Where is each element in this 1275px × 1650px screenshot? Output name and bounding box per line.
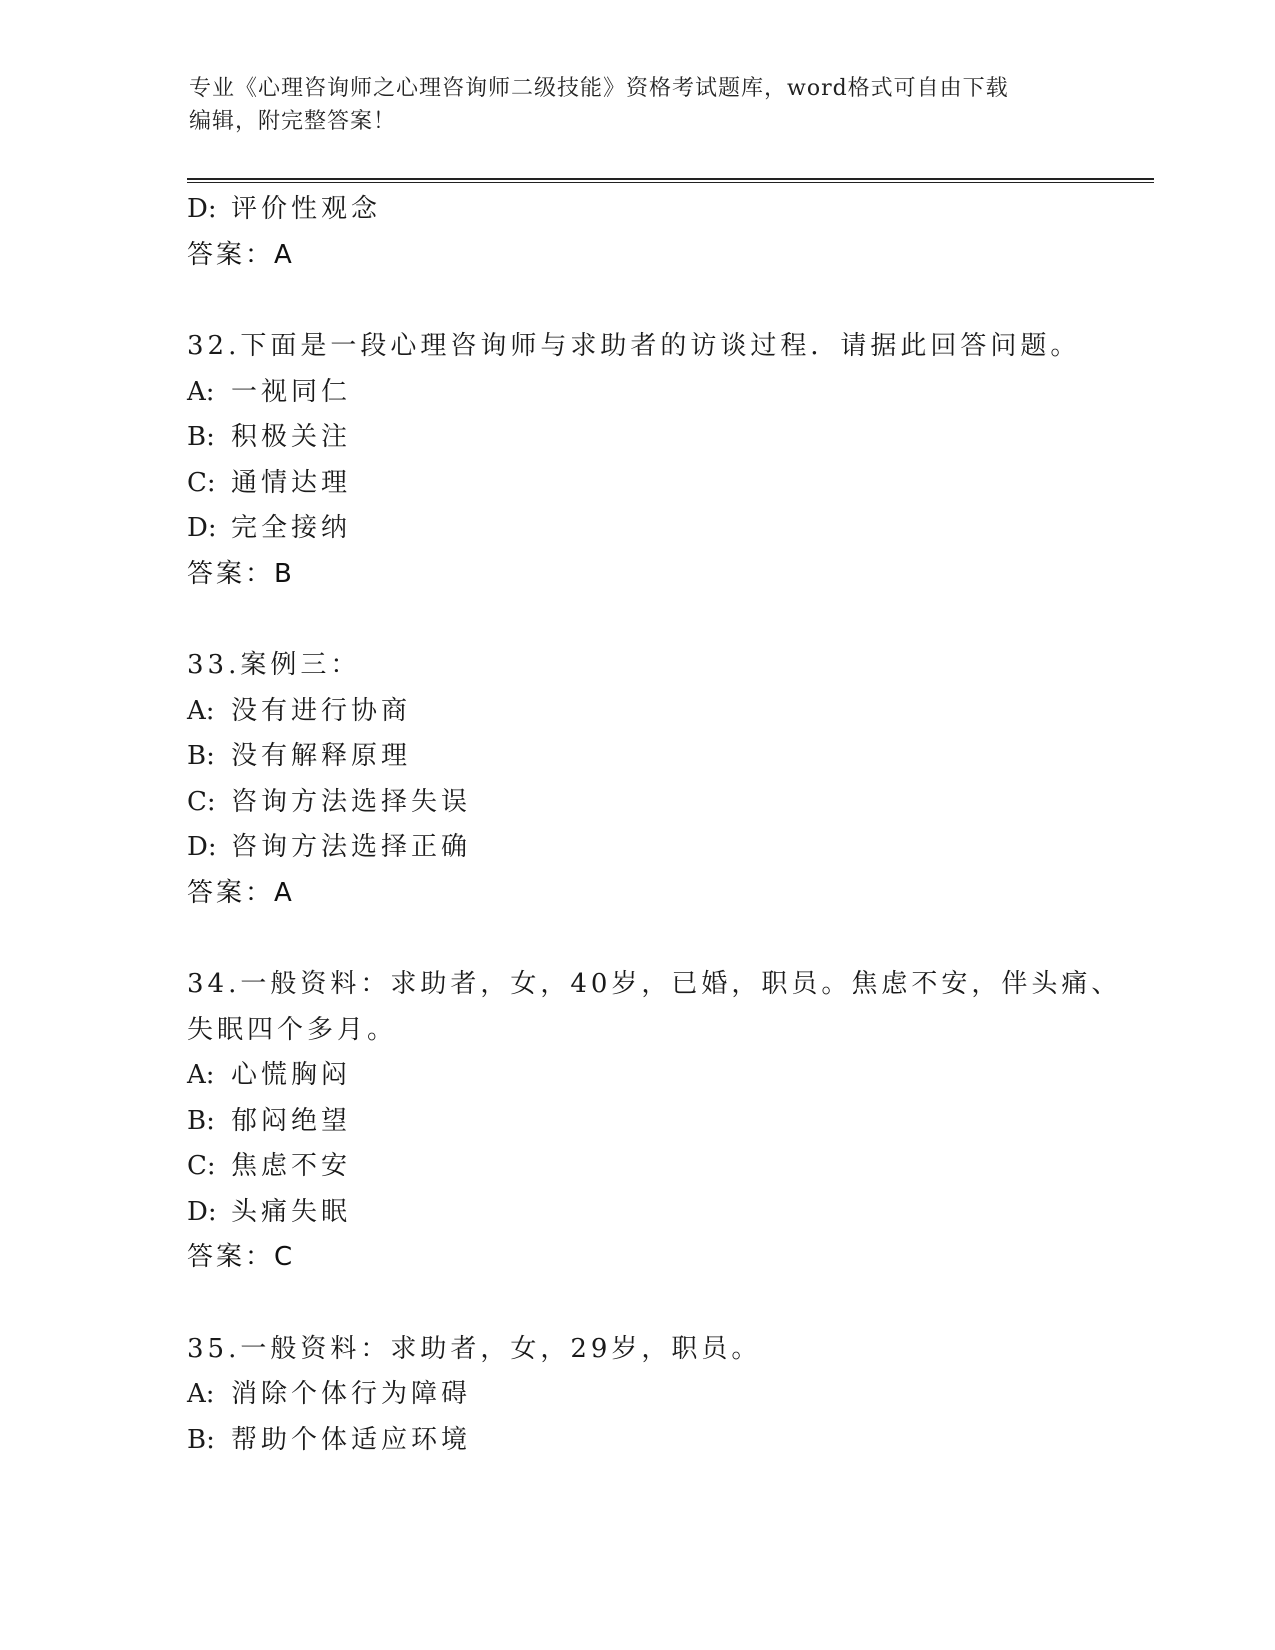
question-block bbox=[187, 324, 1147, 597]
option-letter: C: bbox=[187, 1151, 216, 1181]
option-row bbox=[187, 1053, 1147, 1099]
option-text: 完全接纳 bbox=[231, 513, 352, 543]
question-gap bbox=[187, 916, 1147, 962]
option-letter: D: bbox=[187, 832, 217, 862]
answer-line: 答案：B bbox=[187, 558, 295, 589]
option-row bbox=[187, 825, 1147, 871]
option-text: 评价性观念 bbox=[231, 194, 382, 224]
question-list bbox=[187, 187, 1147, 1463]
page-header bbox=[189, 72, 1089, 138]
option-letter: B: bbox=[187, 741, 215, 771]
option-row bbox=[187, 415, 1147, 461]
header-line-1: 专业《心理咨询师之心理咨询师二级技能》资格考试题库，word格式可自由下载 bbox=[189, 76, 1009, 101]
option-row bbox=[187, 780, 1147, 826]
option-letter: D: bbox=[187, 513, 217, 543]
option-letter: B: bbox=[187, 1424, 215, 1455]
option-text: 没有进行协商 bbox=[231, 695, 412, 726]
option-row bbox=[187, 1372, 1147, 1418]
option-letter: C: bbox=[187, 786, 216, 817]
question-block bbox=[187, 1327, 1147, 1464]
option-row bbox=[187, 1099, 1147, 1145]
option-text: 咨询方法选择失误 bbox=[231, 786, 472, 817]
option-letter: A: bbox=[187, 1379, 215, 1409]
answer-line: 答案：C bbox=[187, 1242, 296, 1272]
question-stem: 34.一般资料：求助者，女，40岁，已婚，职员。焦虑不安，伴头痛、 bbox=[187, 969, 1122, 999]
question-gap bbox=[187, 1281, 1147, 1327]
option-text: 通情达理 bbox=[231, 467, 352, 498]
header-line-2: 编辑，附完整答案！ bbox=[189, 109, 397, 134]
answer-line: 答案：A bbox=[187, 877, 295, 908]
option-letter: D: bbox=[187, 194, 217, 224]
question-stem: 33.案例三： bbox=[187, 650, 361, 680]
option-text: 咨询方法选择正确 bbox=[231, 832, 472, 862]
option-row bbox=[187, 689, 1147, 735]
option-letter: D: bbox=[187, 1196, 217, 1227]
option-letter: C: bbox=[187, 467, 216, 498]
option-row bbox=[187, 1418, 1147, 1464]
option-text: 头痛失眠 bbox=[231, 1196, 352, 1227]
option-row bbox=[187, 461, 1147, 507]
option-letter: A: bbox=[187, 376, 215, 407]
option-text: 焦虑不安 bbox=[231, 1151, 352, 1181]
question-block bbox=[187, 962, 1147, 1281]
question-block bbox=[187, 643, 1147, 916]
question-gap bbox=[187, 597, 1147, 643]
question-gap bbox=[187, 278, 1147, 324]
option-row bbox=[187, 1190, 1147, 1236]
option-row bbox=[187, 734, 1147, 780]
question-stem-continued: 失眠四个多月。 bbox=[187, 1014, 398, 1045]
option-text: 消除个体行为障碍 bbox=[231, 1379, 472, 1409]
question-stem: 32.下面是一段心理咨询师与求助者的访谈过程．请据此回答问题。 bbox=[187, 331, 1081, 361]
option-letter: B: bbox=[187, 1105, 215, 1136]
option-letter: B: bbox=[187, 422, 215, 452]
option-text: 帮助个体适应环境 bbox=[231, 1424, 472, 1455]
question-stem: 35.一般资料：求助者，女，29岁，职员。 bbox=[187, 1333, 762, 1364]
option-text: 心慌胸闷 bbox=[231, 1060, 352, 1090]
option-row bbox=[187, 370, 1147, 416]
answer-line: 答案：A bbox=[187, 239, 295, 270]
option-row bbox=[187, 187, 1147, 233]
option-row bbox=[187, 506, 1147, 552]
option-text: 郁闷绝望 bbox=[231, 1105, 352, 1136]
option-letter: A: bbox=[187, 1060, 215, 1090]
option-text: 一视同仁 bbox=[231, 376, 352, 407]
header-divider bbox=[187, 178, 1154, 183]
option-text: 没有解释原理 bbox=[231, 741, 412, 771]
option-row bbox=[187, 1144, 1147, 1190]
option-letter: A: bbox=[187, 695, 215, 726]
option-text: 积极关注 bbox=[231, 422, 352, 452]
